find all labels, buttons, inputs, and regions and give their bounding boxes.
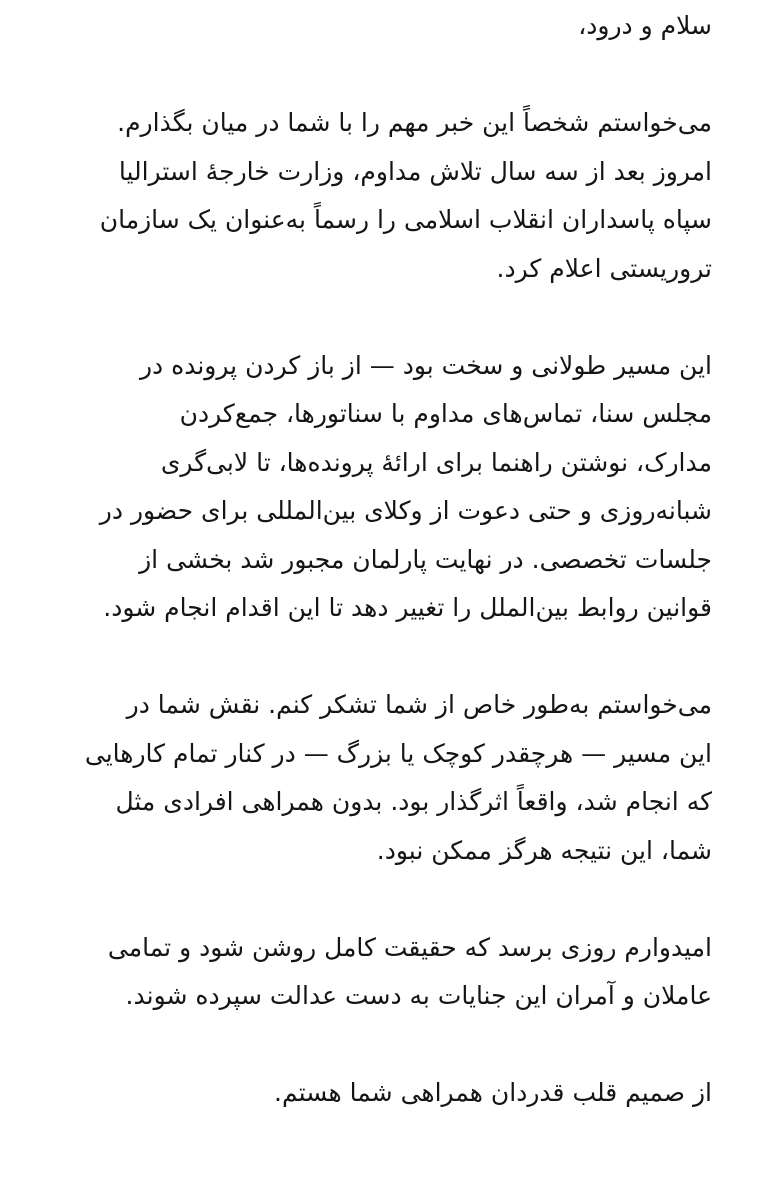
greeting-line: سلام و درود، [578, 11, 712, 40]
text-line: امیدوارم روزی برسد که حقیقت کامل روشن شود و تمامی [107, 932, 712, 962]
text-line: مجلس سنا، تماس‌های مداوم با سناتورها، جمع‌کردن [179, 399, 712, 428]
text-line: تروریستی اعلام کرد. [496, 253, 712, 283]
message-body [42, 0, 712, 1118]
text-line: شبانه‌روزی و حتی دعوت از وکلای بین‌المللی برای حضور در [99, 496, 712, 525]
text-line: این مسیر طولانی و سخت بود — از باز کردن پرونده در [139, 350, 712, 380]
text-line: که انجام شد، واقعاً اثرگذار بود. بدون همراهی افرادی مثل [115, 787, 712, 816]
text-line: سپاه پاسداران انقلاب اسلامی را رسماً به‌عنوان یک سازمان [99, 205, 712, 234]
paragraph-spacer [42, 875, 712, 924]
text-line: می‌خواستم شخصاً این خبر مهم را با شما در میان بگذارم. [117, 108, 712, 137]
paragraph-thanks [42, 681, 712, 875]
paragraph-announcement [42, 99, 712, 293]
paragraph-spacer [42, 293, 712, 342]
paragraph-hope [42, 924, 712, 1021]
paragraph-spacer [42, 51, 712, 100]
text-line: امروز بعد از سه سال تلاش مداوم، وزارت خارجهٔ استرالیا [118, 156, 712, 186]
paragraph-process [42, 342, 712, 633]
paragraph-spacer [42, 1021, 712, 1070]
paragraph-spacer [42, 633, 712, 682]
closing-line: از صمیم قلب قدردان همراهی شما هستم. [274, 1078, 712, 1107]
text-line: می‌خواستم به‌طور خاص از شما تشکر کنم. نقش شما در [126, 690, 712, 719]
text-line: جلسات تخصصی. در نهایت پارلمان مجبور شد بخشی از [139, 544, 712, 574]
text-line: قوانین روابط بین‌الملل را تغییر دهد تا این اقدام انجام شود. [103, 593, 712, 622]
text-line: این مسیر — هرچقدر کوچک یا بزرگ — در کنار تمام کارهایی [84, 738, 712, 768]
text-line: عاملان و آمران این جنایات به دست عدالت سپرده شوند. [125, 981, 712, 1010]
text-line: شما، این نتیجه هرگز ممکن نبود. [376, 835, 712, 865]
text-line: مدارک، نوشتن راهنما برای ارائهٔ پرونده‌ها، تا لابی‌گری [160, 447, 712, 477]
